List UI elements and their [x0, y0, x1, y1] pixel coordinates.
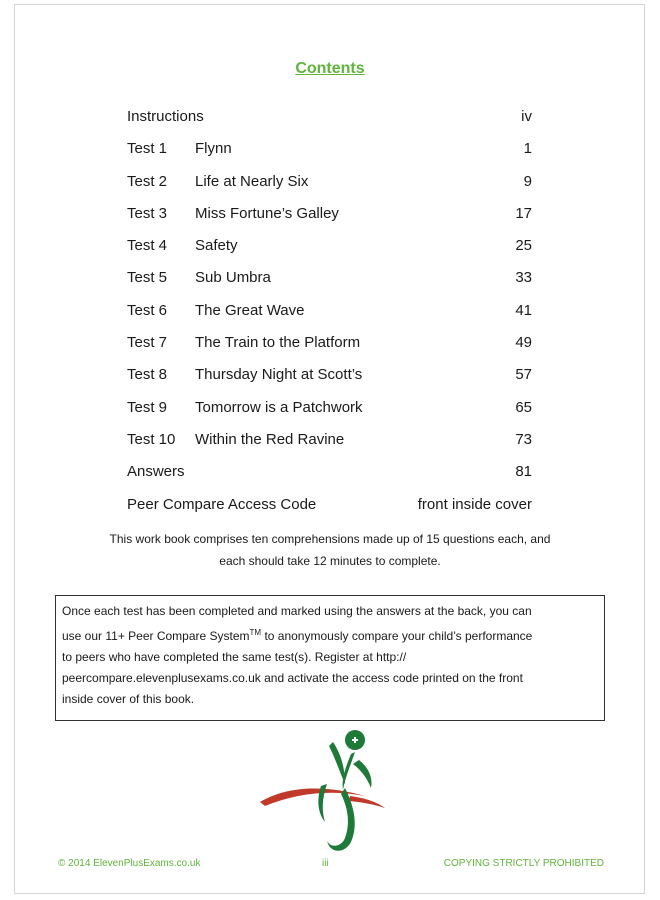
logo-arm — [353, 760, 372, 788]
notice-text: to anonymously compare your child’s performance — [261, 629, 533, 643]
toc-test-number: Test 1 — [127, 140, 168, 158]
toc-page: 1 — [523, 140, 532, 158]
toc-test-number: Test 5 — [127, 269, 168, 287]
toc-test-name: Miss Fortune’s Galley — [195, 204, 339, 222]
toc-test-number: Test 3 — [127, 204, 168, 222]
toc-test-name: Tomorrow is a Patchwork — [195, 398, 363, 416]
footer-page-number: iii — [322, 858, 329, 869]
toc-test-name: Flynn — [195, 140, 232, 158]
footer-copyright: © 2014 ElevenPlusExams.co.uk — [58, 858, 201, 869]
toc-test-number: Test 6 — [127, 301, 168, 319]
toc-page: 81 — [515, 463, 532, 481]
notice-line: peercompare.elevenplusexams.co.uk and activate the access code printed on the front — [62, 671, 523, 685]
footer-copy-notice: COPYING STRICTLY PROHIBITED — [443, 858, 604, 869]
toc-test-name: Within the Red Ravine — [195, 430, 345, 448]
toc-test-name: Sub Umbra — [195, 269, 271, 287]
toc-row-test-6 — [127, 295, 532, 327]
toc-row-test-5 — [127, 262, 532, 294]
toc-page: 49 — [515, 334, 532, 352]
toc-page: 9 — [523, 172, 532, 190]
toc-page: 33 — [515, 269, 532, 287]
toc-test-name: Thursday Night at Scott’s — [195, 366, 363, 384]
toc-test-number: Test 10 — [127, 430, 176, 448]
toc-page: 17 — [515, 204, 532, 222]
toc-test-name: Safety — [195, 237, 238, 255]
toc-test-name: Life at Nearly Six — [195, 172, 309, 190]
notice-text: use our 11+ Peer Compare System — [62, 629, 250, 643]
eleven-plus-exams-logo — [255, 724, 395, 864]
toc-test-number: Test 4 — [127, 237, 168, 255]
notice-line — [62, 622, 598, 647]
peer-compare-notice — [55, 595, 605, 721]
toc-test-number: Test 7 — [127, 334, 168, 352]
summary-line: each should take 12 minutes to complete. — [219, 554, 441, 568]
notice-line: Once each test has been completed and marked using the answers at the back, you can — [62, 604, 532, 618]
logo-torso — [343, 752, 355, 790]
table-of-contents — [127, 101, 532, 521]
toc-test-name: The Train to the Platform — [195, 334, 361, 352]
toc-page: iv — [521, 108, 532, 125]
toc-row-test-3 — [127, 198, 532, 230]
toc-row-answers — [127, 456, 532, 488]
toc-row-test-7 — [127, 327, 532, 359]
toc-page: 73 — [515, 430, 532, 448]
trademark-mark: TM — [249, 628, 262, 637]
toc-row-test-8 — [127, 359, 532, 391]
toc-row-test-2 — [127, 166, 532, 198]
toc-row-test-1 — [127, 133, 532, 165]
toc-test-number: Test 8 — [127, 366, 168, 384]
page-title: Contents — [295, 60, 365, 77]
toc-row-instructions — [127, 101, 532, 133]
toc-label: Instructions — [127, 108, 204, 125]
toc-test-name: The Great Wave — [195, 301, 305, 319]
toc-page: front inside cover — [417, 495, 532, 513]
toc-row-test-4 — [127, 230, 532, 262]
toc-page: 41 — [515, 301, 532, 319]
logo-red-swoosh-tail — [349, 796, 385, 808]
summary-line: This work book comprises ten comprehensions made up of 15 questions each, and — [109, 532, 551, 546]
toc-page: 25 — [515, 237, 532, 255]
toc-page: 57 — [515, 366, 532, 384]
toc-test-number: Test 2 — [127, 172, 168, 190]
toc-row-test-10 — [127, 424, 532, 456]
notice-line: to peers who have completed the same test(s). Register at http:// — [62, 650, 407, 664]
toc-label: Peer Compare Access Code — [127, 495, 317, 513]
notice-line: inside cover of this book. — [62, 692, 195, 706]
toc-test-number: Test 9 — [127, 398, 168, 416]
workbook-summary — [70, 528, 590, 572]
toc-row-peer-code — [127, 489, 532, 521]
logo-arm — [329, 742, 345, 784]
toc-row-test-9 — [127, 392, 532, 424]
toc-page: 65 — [515, 398, 532, 416]
toc-label: Answers — [127, 463, 185, 481]
